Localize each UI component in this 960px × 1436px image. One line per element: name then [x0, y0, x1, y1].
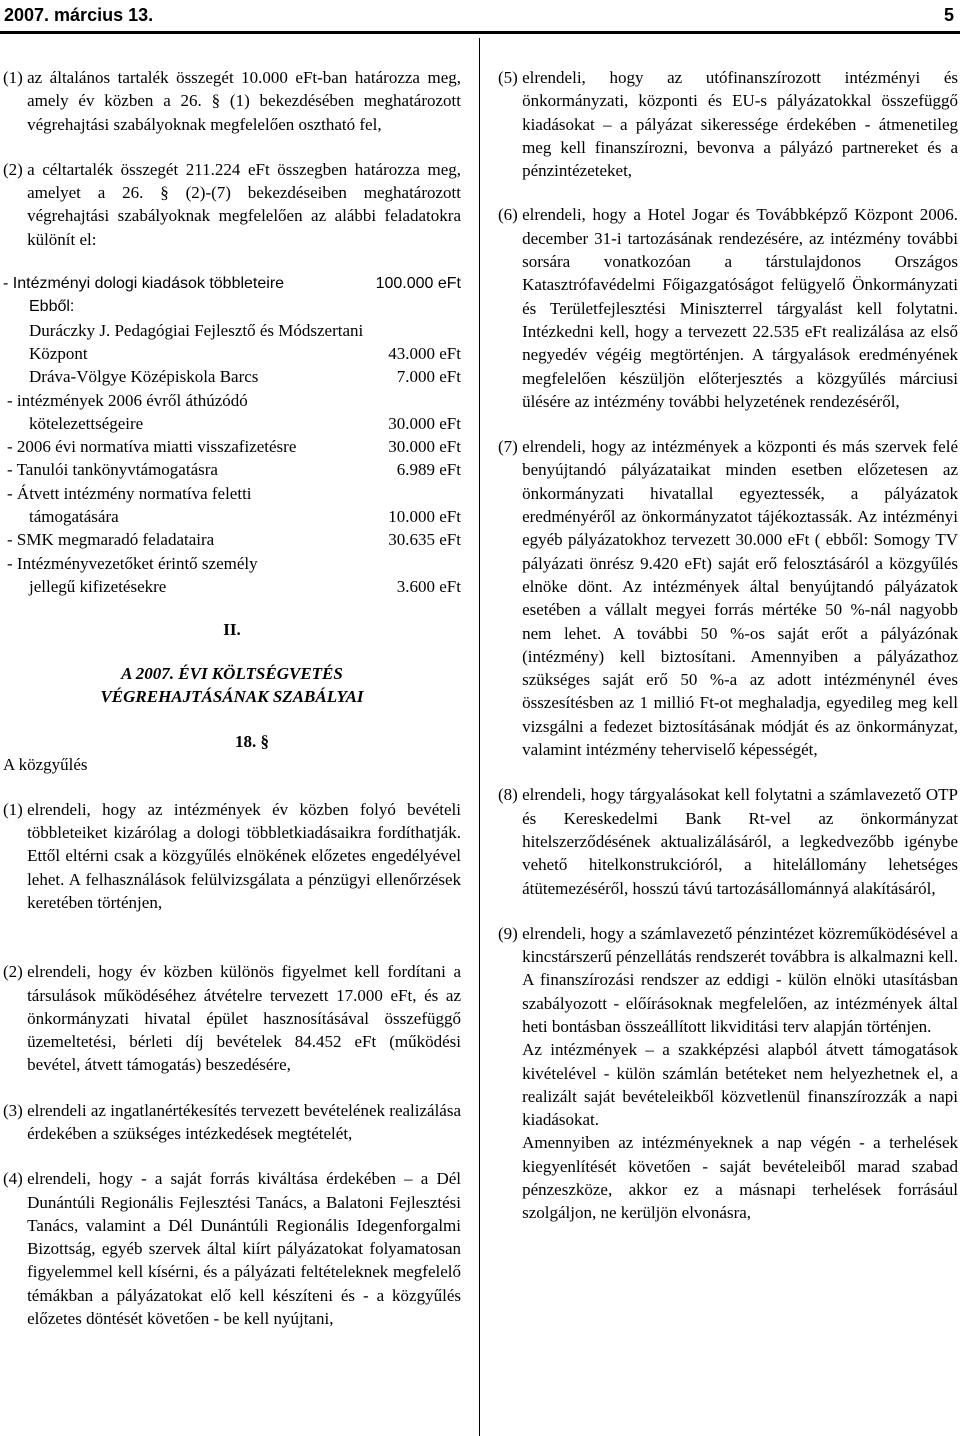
column-divider	[479, 38, 480, 1436]
list-item	[3, 272, 461, 295]
page-header	[0, 0, 960, 30]
item-text: elrendeli, hogy az utófinanszírozott intézményi és önkormányzati, központi és EU-s pályázatokkal összefüggő kiadásokat – a pályázat sikeressége érdekében - átmenetileg meg kell finanszírozni, bevonva a pályázó partnereket és a pénzintézeteket,	[522, 68, 958, 181]
list-label: - SMK megmaradó feladataira	[7, 530, 215, 550]
list-value: 3.600 eFt	[396, 576, 461, 596]
left-column	[3, 66, 461, 1330]
header-date: 2007. március 13.	[4, 4, 154, 25]
list-label: Duráczky J. Pedagógiai Fejlesztő és Módszertani	[29, 320, 364, 340]
paragraph-item-p2	[3, 960, 461, 1076]
list-value: 7.000 eFt	[396, 367, 461, 387]
item-text: elrendeli, hogy az intézmények a központi és más szervek felé benyújtandó pályázataikat minden esetben előzetesen az önkormányzati hivatallal egyeztessék, a pályázatok eredményéről az önkormányzatot tájékoztassák. Az intézményi egyéb pályázatokhoz tervezett 30.000 eFt ( ebből: Somogy TV pályázati önrész 9.420 eFt) saját erő felosztásáról a közgyűlés elnöke dönt. Az intézmények által benyújtandó pályázatok esetében a vállalt megyei forrás mértéke 50 %-nál nagyobb nem lehet. A további 50 %-os saját erőt a pályázónak (intézmény) kell biztosítani. Amennyiben a pályázathoz szükséges saját erő 50 %-a az adott intézménynél éves összesítésben az 1 millió Ft-ot meghaladja, egyedileg meg kell vizsgálni a fedezet biztosításának módját és az önkormányzat, valamint intézmény teherviselő képességét,	[522, 437, 958, 760]
item-text: elrendeli, hogy tárgyalásokat kell folytatni a számlavezető OTP és Kereskedelmi Bank Rt-vel az önkormányzat hitelszerződésének aktualizálásáról, a legkedvezőbb igénybe vehető hitelkonstrukcióról, a hitelállomány lehetséges átütemezéséről, hosszú távú tartozásállománnyá alakításáról,	[522, 785, 958, 898]
item-text-continued: Amennyiben az intézményeknek a nap végén - a terhelések kiegyenlítését követően - saját bevételeiből marad szabad pénzeszköze, akkor ez a másnapi terhelések forrásául szolgáljon, ne kerüljön elvonásra,	[522, 1133, 958, 1223]
list-value: 30.635 eFt	[388, 530, 461, 550]
list-value: 30.000 eFt	[388, 413, 461, 433]
item-text: elrendeli, hogy év közben különös figyelmet kell fordítani a társulások működéséhez átvételre tervezett 17.000 eFt, és az önkormányzati hivatal épület hasznosításával összefüggő üzemeltetési, bérleti díj bevételek 84.452 eFt (működési bevétel, átvett támogatás) beszedésére,	[27, 962, 461, 1075]
item-text: elrendeli az ingatlanértékesítés tervezett bevételének realizálása érdekében a szükséges intézkedések megtételét,	[27, 1100, 461, 1143]
item-number: (8)	[498, 785, 523, 805]
item-number: (2)	[3, 962, 28, 982]
paragraph-item-p6	[498, 203, 958, 413]
list-value: 30.000 eFt	[388, 437, 461, 457]
list-row	[7, 505, 461, 528]
item-number: (4)	[3, 1169, 28, 1189]
sublist-item	[3, 365, 461, 388]
list-item	[3, 389, 461, 436]
item-number: (6)	[498, 205, 523, 225]
right-column	[498, 66, 958, 1225]
list-item	[3, 552, 461, 599]
list-label-cont: kötelezettségeire	[29, 413, 144, 433]
section-title: VÉGREHAJTÁSÁNAK SZABÁLYAI	[100, 686, 364, 706]
list-label: - 2006 évi normatíva miatti visszafizetésre	[7, 437, 297, 457]
list-value: 10.000 eFt	[388, 507, 461, 527]
item-text-continued: Az intézmények – a szakképzési alapból átvett támogatások kivételével - külön számlán betéteket nem helyezhetnek el, a realizált saját bevételeikből közvetlenül finanszírozzák a napi kiadásokat.	[522, 1040, 958, 1130]
item-number: (1)	[3, 799, 28, 819]
paragraph-item-p3	[3, 1099, 461, 1146]
item-text: az általános tartalék összegét 10.000 eFt-ban határozza meg, amely év közben a 26. § (1) bekezdésében meghatározott végrehajtási szabályoknak megfelelően osztható fel,	[27, 68, 461, 134]
item-text: elrendeli, hogy - a saját forrás kiváltása érdekében – a Dél Dunántúli Regionális Fejlesztési Tanács, a Balatoni Fejlesztési Tanács, valamint a Dél Dunántúli Regionális Idegenforgalmi Bizottság, egyéb szervek által kiírt pályázatokat folyamatosan figyelemmel kell kísérni, és a pályázati feltételeknek megfelelő témákban a pályázatokat elő kell készíteni és - a közgyűlés előzetes döntését követően - be kell nyújtani,	[27, 1169, 461, 1329]
item-text: elrendeli, hogy az intézmények év közben folyó bevételi többleteiket kizárólag a dologi többletkiadásaikra fordíthatják. Ettől eltérni csak a közgyűlés elnökének előzetes engedélyével lehet. A felhasználások felülvizsgálata a pénzügyi ellenőrzések keretében történjen,	[27, 799, 461, 912]
item-number: (3)	[3, 1100, 28, 1120]
item-text: elrendeli, hogy a Hotel Jogar és Továbbképző Központ 2006. december 31-i tartozásának rendezésére, az intézmény további sorsára vonatkozóan a társtulajdonos Országos Katasztrófavédelmi Főigazgatóságot felügyelő Önkormányzati és Területfejlesztési Miniszterrel tárgyalást kell folytatni. Intézkedni kell, hogy a tervezett 22.535 eFt realizálása az első negyedév végéig megtörténjen. A tárgyalások eredményének megfelelően készüljön előterjesztés a közgyűlés márciusi ülésére az intézmény további helyzetének rendezéséről,	[522, 205, 958, 411]
list-label: - Átvett intézmény normatíva feletti	[7, 483, 252, 503]
list-item	[3, 458, 461, 481]
paragraph-item-p4	[3, 1167, 461, 1330]
list-row	[29, 342, 461, 365]
paragraph-item-1	[3, 66, 461, 136]
item-body	[522, 922, 958, 1225]
list-value: 43.000 eFt	[388, 343, 461, 363]
paragraph-number: 18. §	[235, 732, 269, 752]
list-row	[7, 412, 461, 435]
list-value: 100.000 eFt	[375, 275, 461, 293]
list-label: - intézmények 2006 évről áthúzódó	[7, 390, 248, 410]
item-number: (9)	[498, 923, 523, 943]
list-label-cont: jellegű kifizetésekre	[29, 576, 167, 596]
list-item	[3, 435, 461, 458]
paragraph-item-p8	[498, 783, 958, 899]
allocation-list	[3, 272, 461, 319]
paragraph-item-p1	[3, 798, 461, 914]
list-row	[7, 575, 461, 598]
item-text: a céltartalék összegét 211.224 eFt összegben határozza meg, amelyet a 26. § (2)-(7) bekezdéseiben meghatározott végrehajtási szabályoknak megfelelően az alábbi feladatokra különít el:	[27, 159, 461, 249]
sublist-item	[3, 319, 461, 366]
section-number: II.	[223, 620, 241, 640]
list-label: - Intézményi dologi kiadások többleteire	[3, 275, 285, 293]
paragraph-item-p7	[498, 435, 958, 761]
item-number: (5)	[498, 68, 523, 87]
item-number: (7)	[498, 437, 523, 457]
list-label: Dráva-Völgye Középiskola Barcs	[29, 367, 259, 387]
item-text: elrendeli, hogy a számlavezető pénzintézet közreműködésével a kincstárszerű pénzellátás rendszerét továbbra is alkalmazni kell. A finanszírozási rendszer az eddigi - külön elnöki utasításban szabályozott - előírásoknak megfelelően, az intézmények által heti bontásban összeállított likviditási terv alapján történjen.	[522, 923, 958, 1036]
list-item	[3, 482, 461, 529]
list-label: - Intézményvezetőket érintő személy	[7, 553, 258, 573]
body-label: A közgyűlés	[3, 755, 88, 775]
item-number: (1)	[3, 68, 28, 87]
list-item	[3, 528, 461, 551]
list-label-cont: támogatására	[29, 507, 119, 527]
paragraph-item-p5	[498, 66, 958, 182]
list-value: 6.989 eFt	[396, 460, 461, 480]
section-title: A 2007. ÉVI KÖLTSÉGVETÉS	[121, 663, 343, 683]
item-number: (2)	[3, 159, 28, 179]
list-subheading: Ebből:	[29, 298, 75, 316]
list-label-cont: Központ	[29, 343, 88, 363]
list-label: - Tanulói tankönyvtámogatásra	[7, 460, 218, 480]
paragraph-item-p9	[498, 922, 958, 1225]
header-rule	[0, 31, 960, 34]
paragraph-item-2	[3, 158, 461, 251]
page-number: 5	[943, 4, 954, 25]
